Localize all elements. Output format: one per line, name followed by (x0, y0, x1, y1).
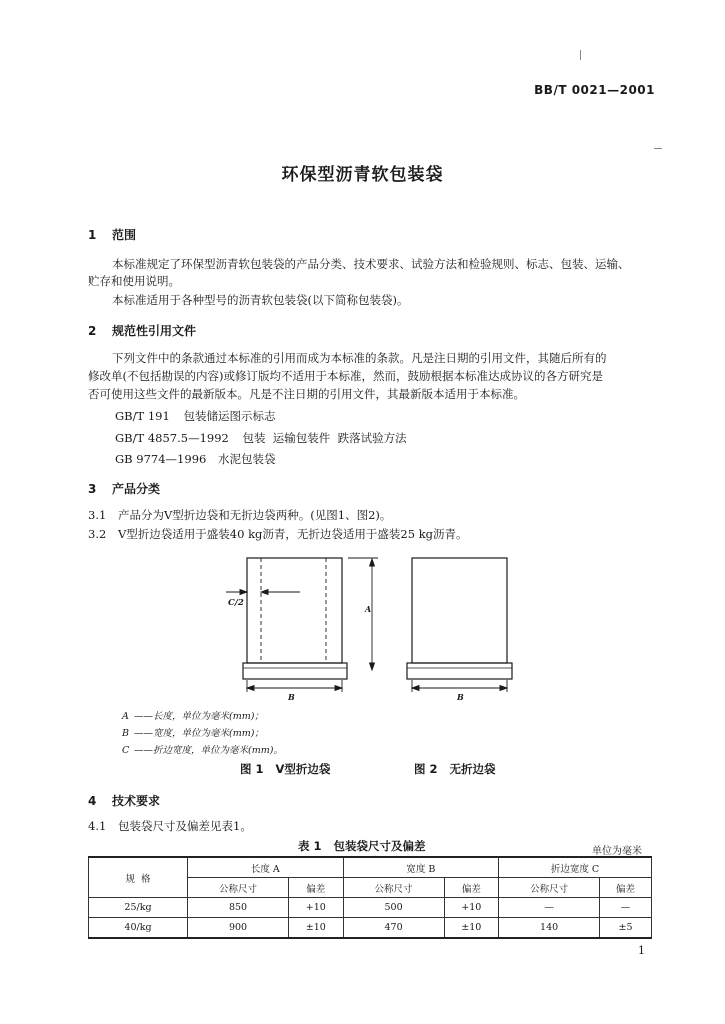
v-fold-bag-drawing (243, 558, 347, 679)
reference-item (115, 430, 407, 446)
note-text: ——宽度，单位为毫米(mm)； (134, 728, 264, 739)
page-number: 1 (638, 944, 645, 957)
cell-fold-width: 140 (499, 918, 600, 939)
scan-mark (654, 148, 662, 149)
paragraph: 贮存和使用说明。 (88, 274, 180, 288)
header-length: 长度 A (188, 857, 344, 878)
cell-width-deviation: +10 (444, 898, 499, 918)
figure-1-caption: 图 1 Ⅴ型折边袋 (240, 762, 331, 776)
header-fold-width: 折边宽度 C (499, 857, 652, 878)
clause-text: 包装袋尺寸及偏差见表1。 (118, 819, 252, 833)
clause-text: Ⅴ型折边袋适用于盛装40 kg沥青，无折边袋适用于盛装25 kg沥青。 (118, 527, 468, 541)
section-title: 范围 (112, 228, 137, 242)
figure-note (122, 725, 264, 739)
c2-dimension (226, 590, 300, 595)
reference-item (115, 408, 275, 424)
reference-name: 水泥包装袋 (217, 452, 276, 466)
dimension-label-b: B (457, 692, 464, 702)
section-title: 技术要求 (112, 794, 161, 808)
section-2-heading (88, 322, 196, 339)
section-title: 产品分类 (112, 482, 161, 496)
table-row (89, 898, 652, 918)
section-4-heading (88, 792, 160, 809)
section-number: 1 (88, 228, 97, 242)
clause-text: 产品分为Ⅴ型折边袋和无折边袋两种。(见图1、图2)。 (118, 508, 392, 522)
paragraph: 下列文件中的条款通过本标准的引用而成为本标准的条款。凡是注日期的引用文件，其随后所有的 (112, 351, 607, 365)
section-title: 规范性引用文件 (112, 324, 197, 338)
section-number: 3 (88, 482, 97, 496)
reference-name: 包装 运输包装件 跌落试验方法 (242, 431, 407, 445)
figure-note (122, 742, 283, 756)
section-number: 4 (88, 794, 97, 808)
subheader-nominal: 公称尺寸 (499, 878, 600, 898)
section-1-heading (88, 226, 136, 243)
paragraph: 本标准规定了环保型沥青软包装袋的产品分类、技术要求、试验方法和检验规则、标志、包装、运输、 (112, 257, 630, 271)
cell-length: 900 (188, 918, 289, 939)
standard-number: BB/T 0021—2001 (534, 83, 655, 97)
subheader-deviation: 偏差 (444, 878, 499, 898)
cell-fold-deviation: ±5 (600, 918, 652, 939)
subheader-nominal: 公称尺寸 (343, 878, 444, 898)
paragraph: 本标准适用于各种型号的沥青软包装袋(以下简称包装袋)。 (112, 293, 409, 307)
cell-width: 500 (343, 898, 444, 918)
header-width: 宽度 B (343, 857, 499, 878)
bag-figures (0, 550, 725, 750)
note-symbol: B (122, 728, 129, 739)
section-3-heading (88, 480, 160, 497)
reference-code: GB/T 191 (115, 409, 170, 423)
clause-number: 3.2 (88, 527, 107, 541)
table-header-row (89, 857, 652, 878)
cell-length: 850 (188, 898, 289, 918)
section-number: 2 (88, 324, 97, 338)
cell-width-deviation: ±10 (444, 918, 499, 939)
flat-bag-drawing (407, 558, 512, 679)
scan-mark (580, 50, 581, 60)
cell-fold-width: — (499, 898, 600, 918)
clause-number: 3.1 (88, 508, 107, 522)
b-dimension-fig2 (412, 680, 507, 692)
figure-note (122, 708, 264, 722)
paragraph: 否可使用这些文件的最新版本。凡是不注日期的引用文件，其最新版本适用于本标准。 (88, 387, 525, 401)
subheader-deviation: 偏差 (289, 878, 344, 898)
paragraph: 修改单(不包括勘误的内容)或修订版均不适用于本标准，然而，鼓励根据本标准达成协议的各方研究是 (88, 369, 603, 383)
table-caption: 表 1 包装袋尺寸及偏差 (298, 839, 426, 853)
reference-code: GB/T 4857.5—1992 (115, 431, 229, 445)
note-symbol: A (122, 711, 129, 722)
cell-fold-deviation: — (600, 898, 652, 918)
note-text: ——折边宽度，单位为毫米(mm)。 (134, 745, 283, 756)
cell-length-deviation: +10 (289, 898, 344, 918)
note-symbol: C (122, 745, 130, 756)
table-row (89, 918, 652, 939)
clause-3-1 (88, 507, 391, 524)
note-text: ——长度，单位为毫米(mm)； (134, 711, 264, 722)
document-title: 环保型沥青软包装袋 (281, 165, 444, 185)
subheader-deviation: 偏差 (600, 878, 652, 898)
cell-width: 470 (343, 918, 444, 939)
figure-2-caption: 图 2 无折边袋 (414, 762, 496, 776)
a-dimension (348, 558, 378, 670)
reference-code: GB 9774—1996 (115, 452, 207, 466)
table-unit: 单位为毫米 (592, 846, 642, 857)
dimension-label-c2: C/2 (228, 598, 244, 608)
b-dimension-fig1 (247, 680, 342, 692)
clause-3-2 (88, 526, 468, 543)
header-spec: 规 格 (89, 857, 188, 898)
dimensions-table (88, 856, 652, 939)
clause-4-1 (88, 818, 252, 835)
reference-name: 包装储运图示标志 (183, 409, 276, 423)
dimension-label-b: B (288, 692, 295, 702)
clause-number: 4.1 (88, 819, 107, 833)
dimension-label-a: A (365, 604, 372, 614)
reference-item (115, 451, 275, 467)
cell-length-deviation: ±10 (289, 918, 344, 939)
cell-spec: 40/kg (89, 918, 188, 939)
subheader-nominal: 公称尺寸 (188, 878, 289, 898)
cell-spec: 25/kg (89, 898, 188, 918)
